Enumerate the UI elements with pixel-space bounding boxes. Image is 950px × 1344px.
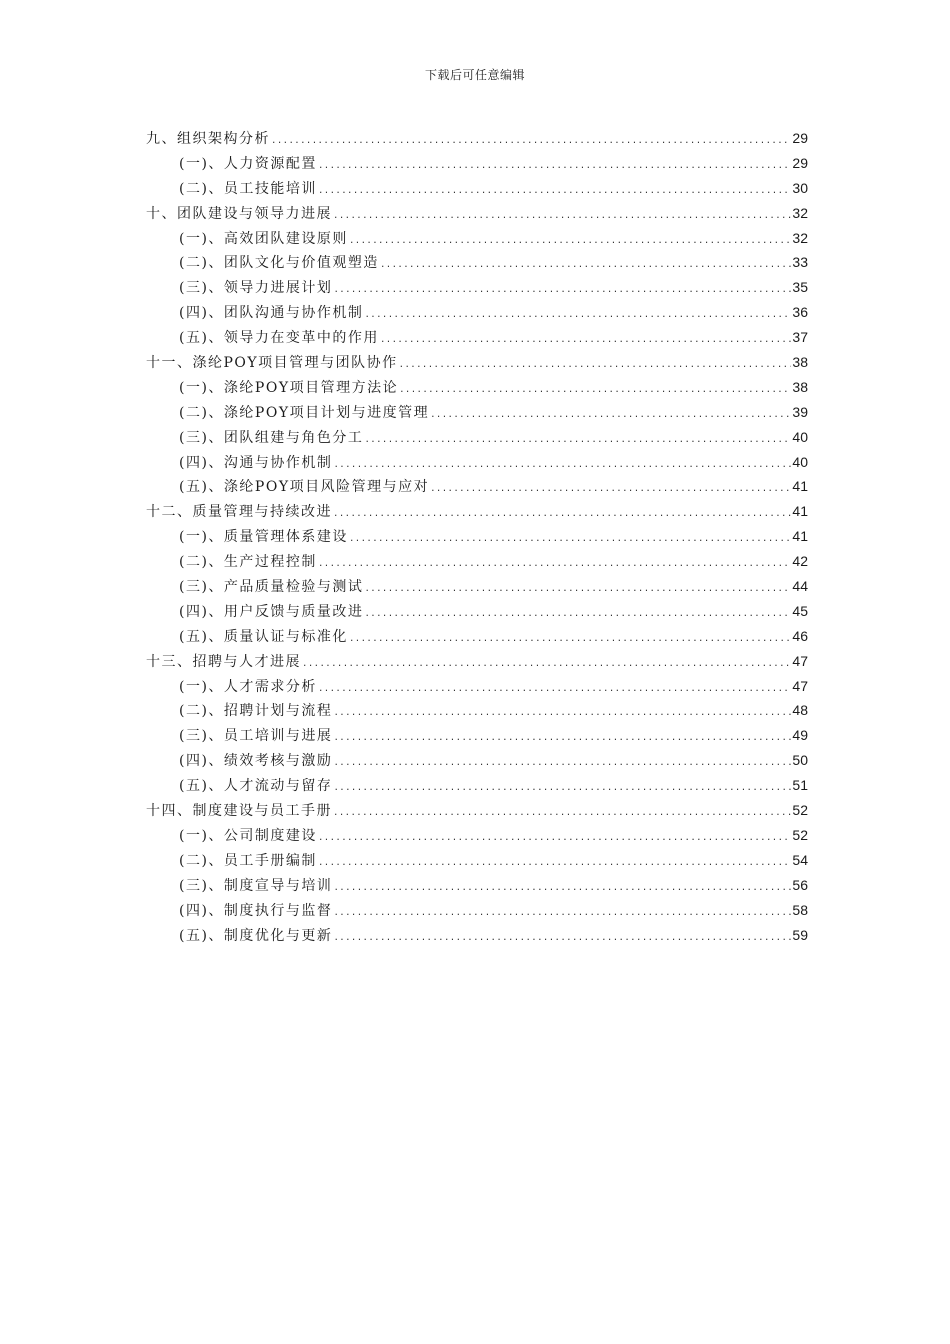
toc-entry-title: (四)、用户反馈与质量改进 [179,603,364,620]
toc-entry-title: (一)、人才需求分析 [179,678,317,695]
toc-section-entry[interactable] [146,773,808,798]
toc-section-entry[interactable] [146,176,808,201]
table-of-contents [146,126,808,947]
toc-section-entry[interactable] [146,325,808,350]
toc-dot-leader [380,253,791,278]
toc-section-entry[interactable] [146,848,808,873]
toc-dot-leader [271,129,791,154]
toc-entry-title: (一)、涤纶POY项目管理方法论 [179,379,399,396]
toc-page-number: 42 [792,553,808,570]
toc-page-number: 35 [792,279,808,296]
toc-page-number: 40 [792,453,808,470]
toc-page-number: 56 [792,876,808,893]
toc-dot-leader [364,428,791,453]
toc-section-entry[interactable] [146,549,808,574]
toc-page-number: 49 [792,727,808,744]
toc-dot-leader [318,677,791,702]
toc-dot-leader [399,353,792,378]
toc-entry-title: (五)、涤纶POY项目风险管理与应对 [179,479,430,496]
toc-page-number: 47 [792,677,808,694]
toc-page-number: 47 [792,652,808,669]
toc-section-entry[interactable] [146,375,808,400]
toc-dot-leader [333,453,791,478]
toc-dot-leader [333,278,791,303]
toc-dot-leader [349,627,791,652]
toc-page-number: 48 [792,702,808,719]
toc-page-number: 52 [792,802,808,819]
toc-entry-title: 十、团队建设与领导力进展 [146,205,332,222]
toc-page-number: 59 [792,926,808,943]
toc-page-number: 54 [792,851,808,868]
toc-entry-title: (三)、领导力进展计划 [179,280,333,297]
toc-section-entry[interactable] [146,300,808,325]
toc-dot-leader [399,378,791,403]
toc-section-entry[interactable] [146,400,808,425]
toc-section-entry[interactable] [146,898,808,923]
toc-section-entry[interactable] [146,723,808,748]
toc-page-number: 41 [792,503,808,520]
toc-dot-leader [349,229,791,254]
toc-entry-title: (五)、质量认证与标准化 [179,628,348,645]
toc-entry-title: (四)、制度执行与监督 [179,902,333,919]
toc-page-number: 58 [792,901,808,918]
toc-entry-title: (四)、沟通与协作机制 [179,454,333,471]
toc-entry-title: (二)、团队文化与价值观塑造 [179,255,379,272]
toc-page-number: 37 [792,329,808,346]
toc-chapter-entry[interactable] [146,798,808,823]
toc-entry-title: (三)、产品质量检验与测试 [179,579,364,596]
toc-section-entry[interactable] [146,698,808,723]
toc-dot-leader [333,801,791,826]
toc-dot-leader [380,328,791,353]
toc-page-number: 36 [792,304,808,321]
toc-page-number: 50 [792,752,808,769]
toc-entry-title: (四)、绩效考核与激励 [179,753,333,770]
toc-section-entry[interactable] [146,823,808,848]
toc-section-entry[interactable] [146,524,808,549]
toc-page-number: 52 [792,826,808,843]
toc-chapter-entry[interactable] [146,201,808,226]
toc-page-number: 33 [792,254,808,271]
toc-dot-leader [318,826,791,851]
toc-dot-leader [333,776,791,801]
toc-entry-title: (二)、员工手册编制 [179,852,317,869]
toc-dot-leader [333,502,791,527]
toc-section-entry[interactable] [146,923,808,948]
toc-section-entry[interactable] [146,450,808,475]
toc-page-number: 38 [792,378,808,395]
toc-chapter-entry[interactable] [146,649,808,674]
toc-entry-title: (三)、员工培训与进展 [179,728,333,745]
toc-section-entry[interactable] [146,250,808,275]
toc-dot-leader [318,851,791,876]
toc-entry-title: 十一、涤纶POY项目管理与团队协作 [146,355,398,372]
toc-entry-title: (一)、公司制度建设 [179,827,317,844]
toc-page-number: 29 [792,130,808,146]
toc-page-number: 46 [792,627,808,644]
toc-dot-leader [333,701,791,726]
toc-page-number: 30 [792,179,808,196]
toc-entry-title: (一)、人力资源配置 [179,155,317,172]
toc-section-entry[interactable] [146,674,808,699]
toc-page-number: 45 [792,602,808,619]
toc-entry-title: (五)、人才流动与留存 [179,778,333,795]
toc-chapter-entry[interactable] [146,350,808,375]
toc-entry-title: 十二、质量管理与持续改进 [146,504,332,521]
toc-section-entry[interactable] [146,275,808,300]
toc-dot-leader [364,303,791,328]
toc-dot-leader [333,901,791,926]
toc-entry-title: (二)、涤纶POY项目计划与进度管理 [179,404,430,421]
toc-entry-title: (二)、员工技能培训 [179,180,317,197]
toc-section-entry[interactable] [146,226,808,251]
toc-page-number: 40 [792,428,808,445]
toc-page-number: 29 [792,154,808,171]
toc-entry-title: (三)、团队组建与角色分工 [179,429,364,446]
toc-dot-leader [349,527,791,552]
toc-dot-leader [333,926,791,951]
toc-section-entry[interactable] [146,425,808,450]
toc-dot-leader [430,403,791,428]
toc-section-entry[interactable] [146,599,808,624]
toc-section-entry[interactable] [146,624,808,649]
toc-page-number: 41 [792,528,808,545]
toc-dot-leader [333,726,791,751]
toc-entry-title: (一)、质量管理体系建设 [179,529,348,546]
toc-entry-title: 十三、招聘与人才进展 [146,653,301,670]
toc-entry-title: (三)、制度宣导与培训 [179,877,333,894]
toc-page-number: 32 [792,229,808,246]
toc-page-number: 51 [792,777,808,794]
toc-entry-title: (四)、团队沟通与协作机制 [179,305,364,322]
toc-entry-title: 十四、制度建设与员工手册 [146,803,332,820]
toc-page-number: 39 [792,403,808,420]
toc-dot-leader [333,751,791,776]
toc-entry-title: (二)、招聘计划与流程 [179,703,333,720]
toc-entry-title: (五)、制度优化与更新 [179,927,333,944]
toc-dot-leader [318,552,791,577]
toc-chapter-entry[interactable] [146,499,808,524]
toc-dot-leader [364,602,791,627]
toc-entry-title: (二)、生产过程控制 [179,554,317,571]
toc-page-number: 44 [792,578,808,595]
toc-entry-title: (一)、高效团队建设原则 [179,230,348,247]
page-header: 下载后可任意编辑 [424,68,525,82]
toc-section-entry[interactable] [146,151,808,176]
toc-dot-leader [302,652,791,677]
toc-section-entry[interactable] [146,748,808,773]
toc-dot-leader [333,204,791,229]
toc-section-entry[interactable] [146,574,808,599]
toc-dot-leader [318,154,791,179]
toc-page-number: 32 [792,204,808,221]
toc-chapter-entry[interactable] [146,126,808,151]
toc-dot-leader [430,477,791,502]
toc-entry-title: (五)、领导力在变革中的作用 [179,330,379,347]
toc-dot-leader [318,179,791,204]
toc-page-number: 38 [792,354,808,371]
toc-page-number: 41 [792,478,808,495]
toc-section-entry[interactable] [146,873,808,898]
toc-entry-title: 九、组织架构分析 [146,131,270,147]
toc-section-entry[interactable] [146,474,808,499]
toc-dot-leader [333,876,791,901]
toc-dot-leader [364,577,791,602]
